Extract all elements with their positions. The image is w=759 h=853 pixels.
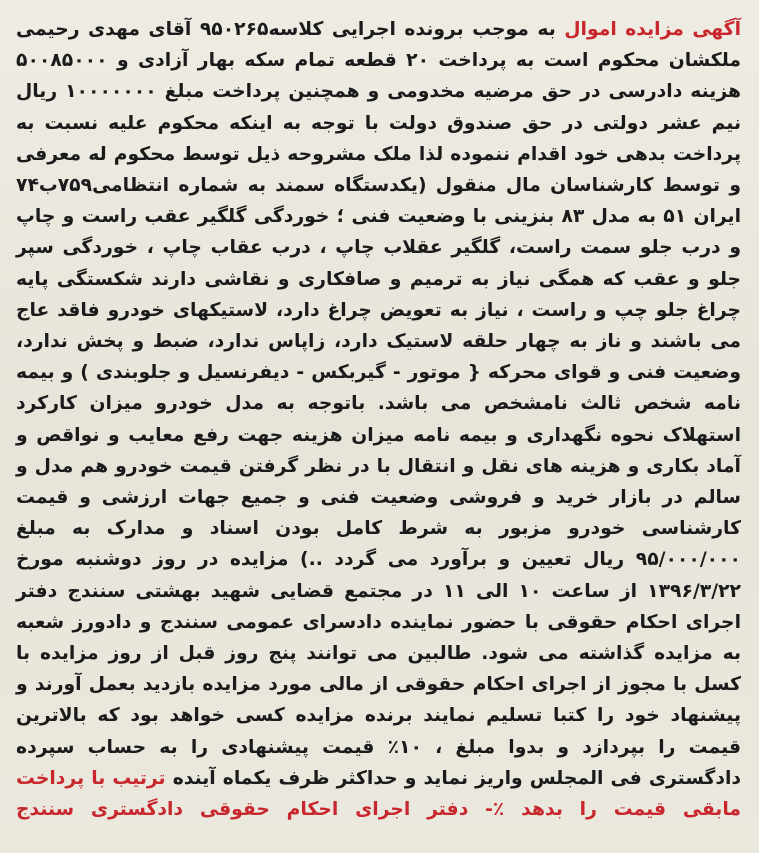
notice-closing: ترتیب با پرداخت مابقی قیمت را بدهد ٪- دفتر اجرای احکام حقوقی دادگستری سنندج [16,767,741,821]
notice-text [16,14,741,825]
notice-title: آگهی مزایده اموال [564,19,741,40]
notice-body: به موجب برونده اجرایی کلاسه۹۵۰۲۶۵ آقای مهدی رحیمی ملکشان محکوم است به پرداخت ۲۰ قطعه تمام سکه بهار آزادی و ۵۰۰۸۵۰۰۰ هزینه دادرسی در حق مرضیه مخدومی و همچنین پرداخت مبلغ ۱۰۰۰۰۰۰۰ ریال نیم عشر دولتی در حق صندوق دولت با توجه به اینکه محکوم علیه نسبت به پرداخت بدهی خود اقدام ننموده لذا ملک مشروحه ذیل توسط محکوم له معرفی و توسط کارشناسان مال منقول (یکدستگاه سمند به شماره انتظامی۷۵۹ب۷۴ ایران ۵۱ به مدل ۸۳ بنزینی با وضعیت فنی ؛ خوردگی گلگیر عقب راست و چاپ و درب جلو سمت راست، گلگیر عقلاب چاپ ، درب عقاب چاپ ، خوردگی سپر جلو و عقب که همگی نیاز به ترمیم و صافکاری و نقاشی دارند شکستگی پایه چراغ جلو چپ و راست ، نیاز به تعویض چراغ دارد، لاستیکهای خودرو فاقد عاج می باشند و ناز به چهار حلقه لاستیک دارد، زاپاس ندارد، ضبط و پخش ندارد، وضعیت فنی و قوای محرکه { موتور - گیربکس - دیفرنسیل و جلوبندی ) و بیمه نامه شخص ثالث نامشخص می باشد. باتوجه به مدل خودرو میزان کارکرد استهلاک نحوه نگهداری و بیمه نامه میزان هزینه جهت رفع معایب و نواقص و آماد بکاری و هزینه های نقل و انتقال با در نظر گرفتن قیمت خودرو هم مدل و سالم در بازار خرید و فروشی وضعیت فنی و جمیع جهات ارزشی و قیمت کارشناسی خودرو مزبور به شرط کامل بودن اسناد و مدارک به مبلغ ۹۵/۰۰۰/۰۰۰ ریال تعیین و برآورد می گردد ..) مزایده در روز دوشنبه مورخ ۱۳۹۶/۳/۲۲ از ساعت ۱۰ الی ۱۱ در مجتمع قضایی شهید بهشتی سنندج دفتر اجرای احکام حقوقی با حضور نماینده دادسرای عمومی سنندج و دادورز شعبه به مزایده گذاشته می شود. طالبین می توانند پنج روز قبل از روز مزایده با کسل با مجوز از اجرای احکام حقوقی از مالی مورد مزایده بازدید بعمل آورند و پیشنهاد خود را کتبا تسلیم نمایند برنده مزایده کسی خواهد بود که بالاترین قیمت را بپردازد و بدوا مبلغ ، ۱۰٪ قیمت پیشنهادی را به حساب سپرده دادگستری فی المجلس واریز نماید و حداکثر ظرف یکماه آینده [16,19,742,789]
